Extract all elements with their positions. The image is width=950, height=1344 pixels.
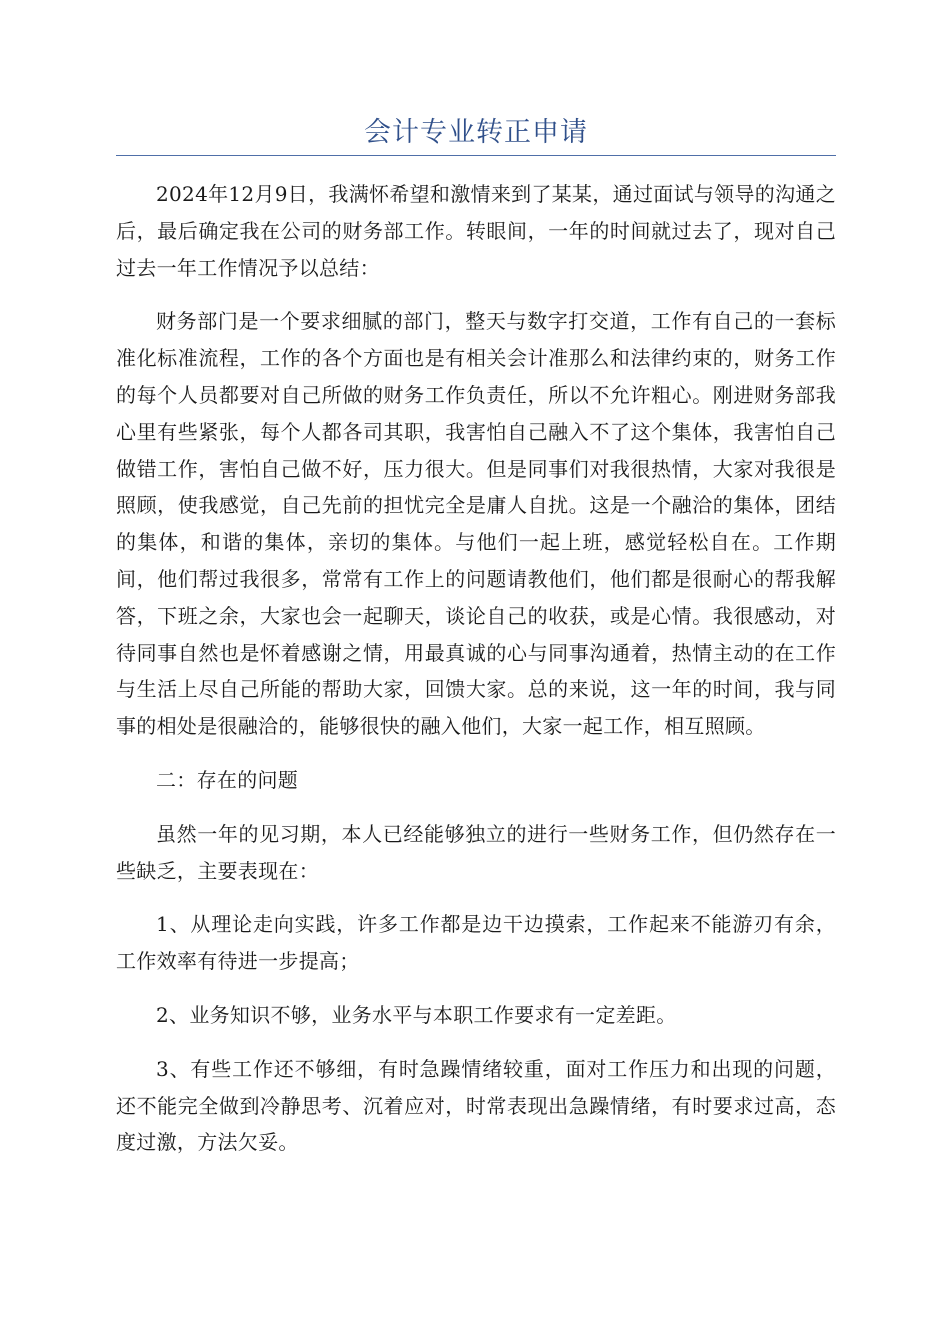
paragraph-shortcomings-intro: 虽然一年的见习期，本人已经能够独立的进行一些财务工作，但仍然存在一些缺乏，主要表现在： [116, 821, 836, 883]
list-item-1: 1、从理论走向实践，许多工作都是边干边摸索，工作起来不能游刃有余，工作效率有待进一步提高； [116, 912, 836, 974]
list-item-2: 2、业务知识不够，业务水平与本职工作要求有一定差距。 [156, 1002, 677, 1027]
section-heading-problems: 二：存在的问题 [156, 767, 299, 792]
paragraph-finance-department: 财务部门是一个要求细腻的部门，整天与数字打交道，工作有自己的一套标准化标准流程，工作的各个方面也是有相关会计准那么和法律约束的，财务工作的每个人员都要对自己所做的财务工作负责任，所以不允许粗心。刚进财务部我心里有些紧张，每个人都各司其职，我害怕自己融入不了这个集体，我害怕自己做错工作，害怕自己做不好，压力很大。但是同事们对我很热情，大家对我很是照顾，使我感觉，自己先前的担忧完全是庸人自扰。这是一个融洽的集体，团结的集体，和谐的集体，亲切的集体。与他们一起上班，感觉轻松自在。工作期间，他们帮过我很多，常常有工作上的问题请教他们，他们都是很耐心的帮我解答，下班之余，大家也会一起聊天，谈论自己的收获，或是心情。我很感动，对待同事自然也是怀着感谢之情，用最真诚的心与同事沟通着，热情主动的在工作与生活上尽自己所能的帮助大家，回馈大家。总的来说，这一年的时间，我与同事的相处是很融洽的，能够很快的融入他们，大家一起工作，相互照顾。 [116, 309, 836, 739]
document-title: 会计专业转正申请 [364, 117, 588, 148]
title-underline [116, 155, 836, 156]
paragraph-intro: 2024年12月9日，我满怀希望和激情来到了某某，通过面试与领导的沟通之后，最后确定我在公司的财务部工作。转眼间，一年的时间就过去了，现对自己过去一年工作情况予以总结： [116, 182, 836, 280]
document-page [116, 0, 836, 1178]
list-item-3: 3、有些工作还不够细，有时急躁情绪较重，面对工作压力和出现的问题，还不能完全做到冷静思考、沉着应对，时常表现出急躁情绪，有时要求过高，态度过激，方法欠妥。 [116, 1056, 836, 1155]
